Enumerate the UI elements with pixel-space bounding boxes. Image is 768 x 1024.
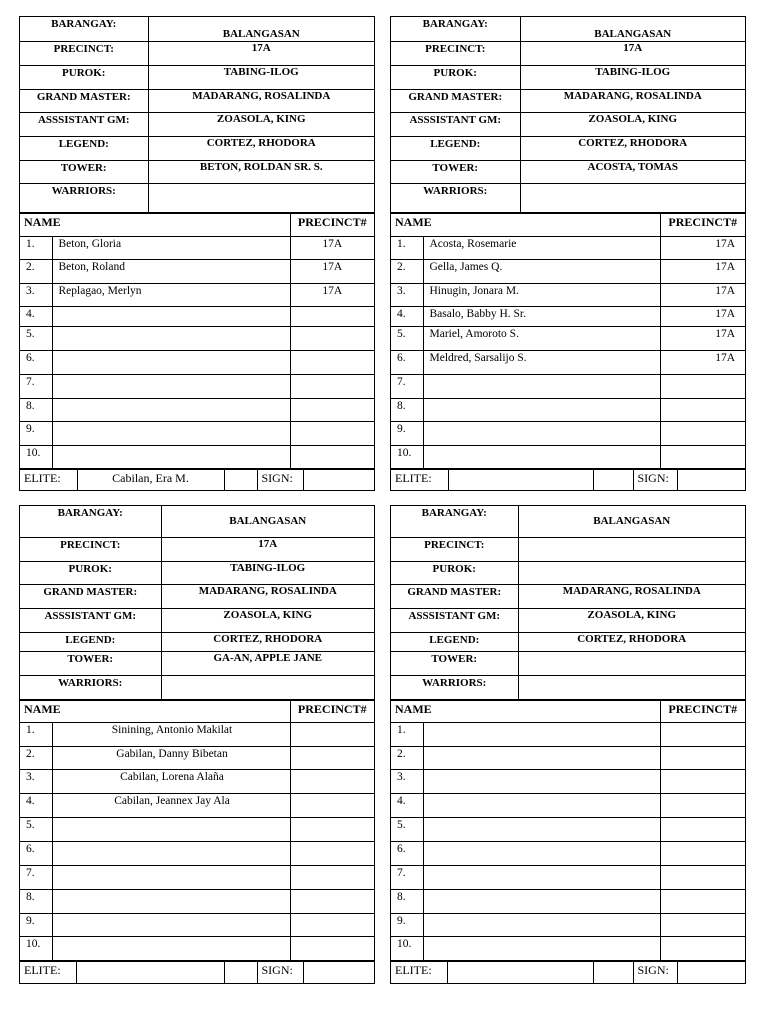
precinct-label: PRECINCT: [391,41,520,65]
table-row [391,421,745,445]
table-row [20,259,374,283]
row-number: 1. [391,236,423,259]
row-number: 10. [20,445,52,468]
row-number: 5. [391,817,423,841]
blank-cell [224,961,257,983]
elite-label: ELITE: [391,961,447,983]
member-precinct [660,841,745,865]
table-row [391,913,745,936]
row-number: 2. [20,746,52,769]
precinct-value [518,537,745,561]
member-precinct [660,889,745,913]
member-name: Cabilan, Lorena Alaña [52,769,290,793]
row-number: 4. [20,793,52,817]
row-number: 2. [391,746,423,769]
table-row [391,374,745,398]
legend-value: CORTEZ, RHODORA [161,632,374,651]
sign-label: SIGN: [257,961,303,983]
precinct-column-header: PRECINCT# [290,213,374,236]
row-number: 6. [391,350,423,374]
table-row [391,865,745,889]
member-precinct [290,326,374,350]
row-number: 5. [391,326,423,350]
member-precinct [660,746,745,769]
table-row [391,326,745,350]
barangay-label: BARANGAY: [391,506,518,537]
warriors-label: WARRIORS: [391,675,518,699]
member-precinct [290,722,374,746]
row-number: 5. [20,326,52,350]
precinct-value: 17A [161,537,374,561]
elite-value [448,469,593,490]
table-row [20,445,374,468]
assistant-gm-value: ZOASOLA, KING [520,112,745,136]
member-name: Replagao, Merlyn [52,283,290,306]
row-number: 4. [391,793,423,817]
member-precinct [660,817,745,841]
legend-label: LEGEND: [20,136,148,160]
member-precinct: 17A [660,350,745,374]
member-precinct: 17A [290,236,374,259]
row-number: 7. [391,865,423,889]
member-list [391,213,745,469]
row-number: 1. [20,722,52,746]
elite-label: ELITE: [20,469,77,490]
table-row [20,913,374,936]
row-number: 9. [20,913,52,936]
row-number: 8. [20,398,52,421]
precinct-column-header: PRECINCT# [660,700,745,722]
table-row [20,326,374,350]
member-precinct: 17A [660,259,745,283]
row-number: 6. [20,841,52,865]
warriors-label: WARRIORS: [20,183,148,212]
member-precinct: 17A [660,326,745,350]
row-number: 10. [391,936,423,960]
member-name: Acosta, Rosemarie [423,236,660,259]
roster-card-3 [19,505,375,984]
member-name [423,398,660,421]
tower-label: TOWER: [20,160,148,183]
member-name: Beton, Roland [52,259,290,283]
member-name [423,746,660,769]
tower-value: GA-AN, APPLE JANE [161,651,374,675]
table-row [391,398,745,421]
row-number: 10. [20,936,52,960]
precinct-value: 17A [520,41,745,65]
member-precinct [660,936,745,960]
row-number: 6. [391,841,423,865]
purok-label: PUROK: [20,561,161,584]
member-precinct [290,865,374,889]
sign-value [677,469,745,490]
grand-master-value: MADARANG, ROSALINDA [148,89,374,112]
member-precinct [290,350,374,374]
row-number: 3. [391,769,423,793]
member-list [20,213,374,469]
barangay-value: BALANGASAN [148,17,374,41]
member-precinct [660,913,745,936]
member-precinct: 17A [660,306,745,326]
purok-label: PUROK: [20,65,148,89]
roster-card-2 [390,16,746,491]
row-number: 5. [20,817,52,841]
warriors-value [518,675,745,699]
sign-value [677,961,745,983]
member-precinct [660,793,745,817]
member-name: Mariel, Amoroto S. [423,326,660,350]
table-row [391,236,745,259]
member-precinct [290,769,374,793]
warriors-value [520,183,745,212]
member-name [423,889,660,913]
name-column-header: NAME [391,700,660,722]
barangay-value: BALANGASAN [518,506,745,537]
member-name [52,817,290,841]
roster-card-1 [19,16,375,491]
purok-value: TABING-ILOG [148,65,374,89]
card-header-table [20,17,374,213]
blank-cell [593,469,633,490]
member-precinct [290,445,374,468]
row-number: 4. [391,306,423,326]
grand-master-label: GRAND MASTER: [20,584,161,608]
warriors-value [161,675,374,699]
member-precinct: 17A [660,283,745,306]
member-name [423,445,660,468]
table-row [20,350,374,374]
member-name [52,398,290,421]
member-name [423,769,660,793]
member-name [52,936,290,960]
grand-master-value: MADARANG, ROSALINDA [520,89,745,112]
row-number: 2. [391,259,423,283]
member-name [423,936,660,960]
card-footer [20,961,374,984]
card-footer [20,469,374,491]
table-row [20,865,374,889]
member-precinct [660,445,745,468]
blank-cell [224,469,257,490]
assistant-gm-value: ZOASOLA, KING [161,608,374,632]
tower-value: BETON, ROLDAN SR. S. [148,160,374,183]
card-footer [391,961,745,984]
name-column-header: NAME [20,700,290,722]
name-column-header: NAME [391,213,660,236]
row-number: 9. [391,421,423,445]
table-row [20,374,374,398]
table-row [20,793,374,817]
legend-value: CORTEZ, RHODORA [518,632,745,651]
table-row [20,841,374,865]
purok-label: PUROK: [391,65,520,89]
member-precinct [660,398,745,421]
elite-value [76,961,224,983]
member-precinct [290,817,374,841]
legend-label: LEGEND: [391,136,520,160]
tower-value [518,651,745,675]
member-precinct [290,913,374,936]
warriors-value [148,183,374,212]
table-row [391,283,745,306]
member-name [52,374,290,398]
member-name [423,913,660,936]
precinct-value: 17A [148,41,374,65]
row-number: 7. [20,865,52,889]
table-row [391,746,745,769]
table-row [20,283,374,306]
member-precinct: 17A [290,283,374,306]
warriors-label: WARRIORS: [20,675,161,699]
precinct-column-header: PRECINCT# [290,700,374,722]
member-name [423,793,660,817]
member-precinct [290,746,374,769]
purok-value: TABING-ILOG [520,65,745,89]
member-name [423,722,660,746]
table-row [391,889,745,913]
member-precinct [290,421,374,445]
member-name: Beton, Gloria [52,236,290,259]
row-number: 7. [20,374,52,398]
member-precinct [660,769,745,793]
row-number: 1. [20,236,52,259]
legend-label: LEGEND: [391,632,518,651]
table-row [391,259,745,283]
sign-label: SIGN: [633,469,677,490]
member-name [423,374,660,398]
member-name: Cabilan, Jeannex Jay Ala [52,793,290,817]
card-header-table [20,506,374,700]
row-number: 8. [20,889,52,913]
member-name: Gella, James Q. [423,259,660,283]
member-precinct [660,374,745,398]
assistant-gm-label: ASSSISTANT GM: [20,112,148,136]
member-name [423,841,660,865]
member-precinct [290,398,374,421]
table-row [391,817,745,841]
tower-value: ACOSTA, TOMAS [520,160,745,183]
row-number: 3. [391,283,423,306]
table-row [391,769,745,793]
table-row [391,793,745,817]
precinct-label: PRECINCT: [391,537,518,561]
grand-master-value: MADARANG, ROSALINDA [161,584,374,608]
purok-label: PUROK: [391,561,518,584]
row-number: 1. [391,722,423,746]
assistant-gm-label: ASSSISTANT GM: [391,112,520,136]
member-precinct [290,936,374,960]
assistant-gm-value: ZOASOLA, KING [518,608,745,632]
barangay-value: BALANGASAN [161,506,374,537]
member-name [52,421,290,445]
table-row [20,306,374,326]
table-row [391,841,745,865]
table-row [391,722,745,746]
card-header-table [391,506,745,700]
legend-label: LEGEND: [20,632,161,651]
warriors-label: WARRIORS: [391,183,520,212]
row-number: 3. [20,769,52,793]
table-row [20,817,374,841]
member-name [52,865,290,889]
sign-value [303,469,374,490]
member-precinct [290,374,374,398]
roster-card-4 [390,505,746,984]
elite-value: Cabilan, Era M. [77,469,224,490]
blank-cell [593,961,633,983]
member-precinct [660,865,745,889]
member-list [20,700,374,961]
member-list [391,700,745,961]
barangay-label: BARANGAY: [20,17,148,41]
member-name [423,865,660,889]
grand-master-label: GRAND MASTER: [391,584,518,608]
member-name: Meldred, Sarsalijo S. [423,350,660,374]
grand-master-label: GRAND MASTER: [20,89,148,112]
elite-label: ELITE: [391,469,448,490]
member-name [52,913,290,936]
table-row [20,236,374,259]
card-header-table [391,17,745,213]
member-precinct [660,421,745,445]
member-name [52,445,290,468]
sign-value [303,961,374,983]
row-number: 6. [20,350,52,374]
card-footer [391,469,745,491]
row-number: 10. [391,445,423,468]
row-number: 9. [391,913,423,936]
member-precinct [290,306,374,326]
member-name [52,841,290,865]
table-row [391,936,745,960]
row-number: 3. [20,283,52,306]
assistant-gm-label: ASSSISTANT GM: [20,608,161,632]
tower-label: TOWER: [391,651,518,675]
row-number: 7. [391,374,423,398]
barangay-label: BARANGAY: [391,17,520,41]
row-number: 8. [391,398,423,421]
tower-label: TOWER: [20,651,161,675]
member-name: Sinining, Antonio Makilat [52,722,290,746]
member-precinct [290,889,374,913]
member-name: Gabilan, Danny Bibetan [52,746,290,769]
sign-label: SIGN: [257,469,303,490]
barangay-label: BARANGAY: [20,506,161,537]
purok-value: TABING-ILOG [161,561,374,584]
row-number: 9. [20,421,52,445]
member-name [52,350,290,374]
member-precinct: 17A [290,259,374,283]
row-number: 8. [391,889,423,913]
member-name [52,326,290,350]
row-number: 4. [20,306,52,326]
table-row [20,769,374,793]
member-precinct [290,793,374,817]
precinct-label: PRECINCT: [20,537,161,561]
table-row [20,398,374,421]
legend-value: CORTEZ, RHODORA [148,136,374,160]
assistant-gm-value: ZOASOLA, KING [148,112,374,136]
name-column-header: NAME [20,213,290,236]
member-precinct: 17A [660,236,745,259]
table-row [20,746,374,769]
elite-value [447,961,593,983]
member-precinct [660,722,745,746]
legend-value: CORTEZ, RHODORA [520,136,745,160]
member-name [52,889,290,913]
member-precinct [290,841,374,865]
member-name: Hinugin, Jonara M. [423,283,660,306]
member-name: Basalo, Babby H. Sr. [423,306,660,326]
member-name [52,306,290,326]
grand-master-value: MADARANG, ROSALINDA [518,584,745,608]
sign-label: SIGN: [633,961,677,983]
table-row [20,889,374,913]
table-row [391,306,745,326]
purok-value [518,561,745,584]
precinct-column-header: PRECINCT# [660,213,745,236]
member-name [423,817,660,841]
table-row [391,445,745,468]
table-row [20,722,374,746]
member-name [423,421,660,445]
assistant-gm-label: ASSSISTANT GM: [391,608,518,632]
table-row [20,421,374,445]
grand-master-label: GRAND MASTER: [391,89,520,112]
barangay-value: BALANGASAN [520,17,745,41]
table-row [391,350,745,374]
row-number: 2. [20,259,52,283]
precinct-label: PRECINCT: [20,41,148,65]
elite-label: ELITE: [20,961,76,983]
tower-label: TOWER: [391,160,520,183]
table-row [20,936,374,960]
